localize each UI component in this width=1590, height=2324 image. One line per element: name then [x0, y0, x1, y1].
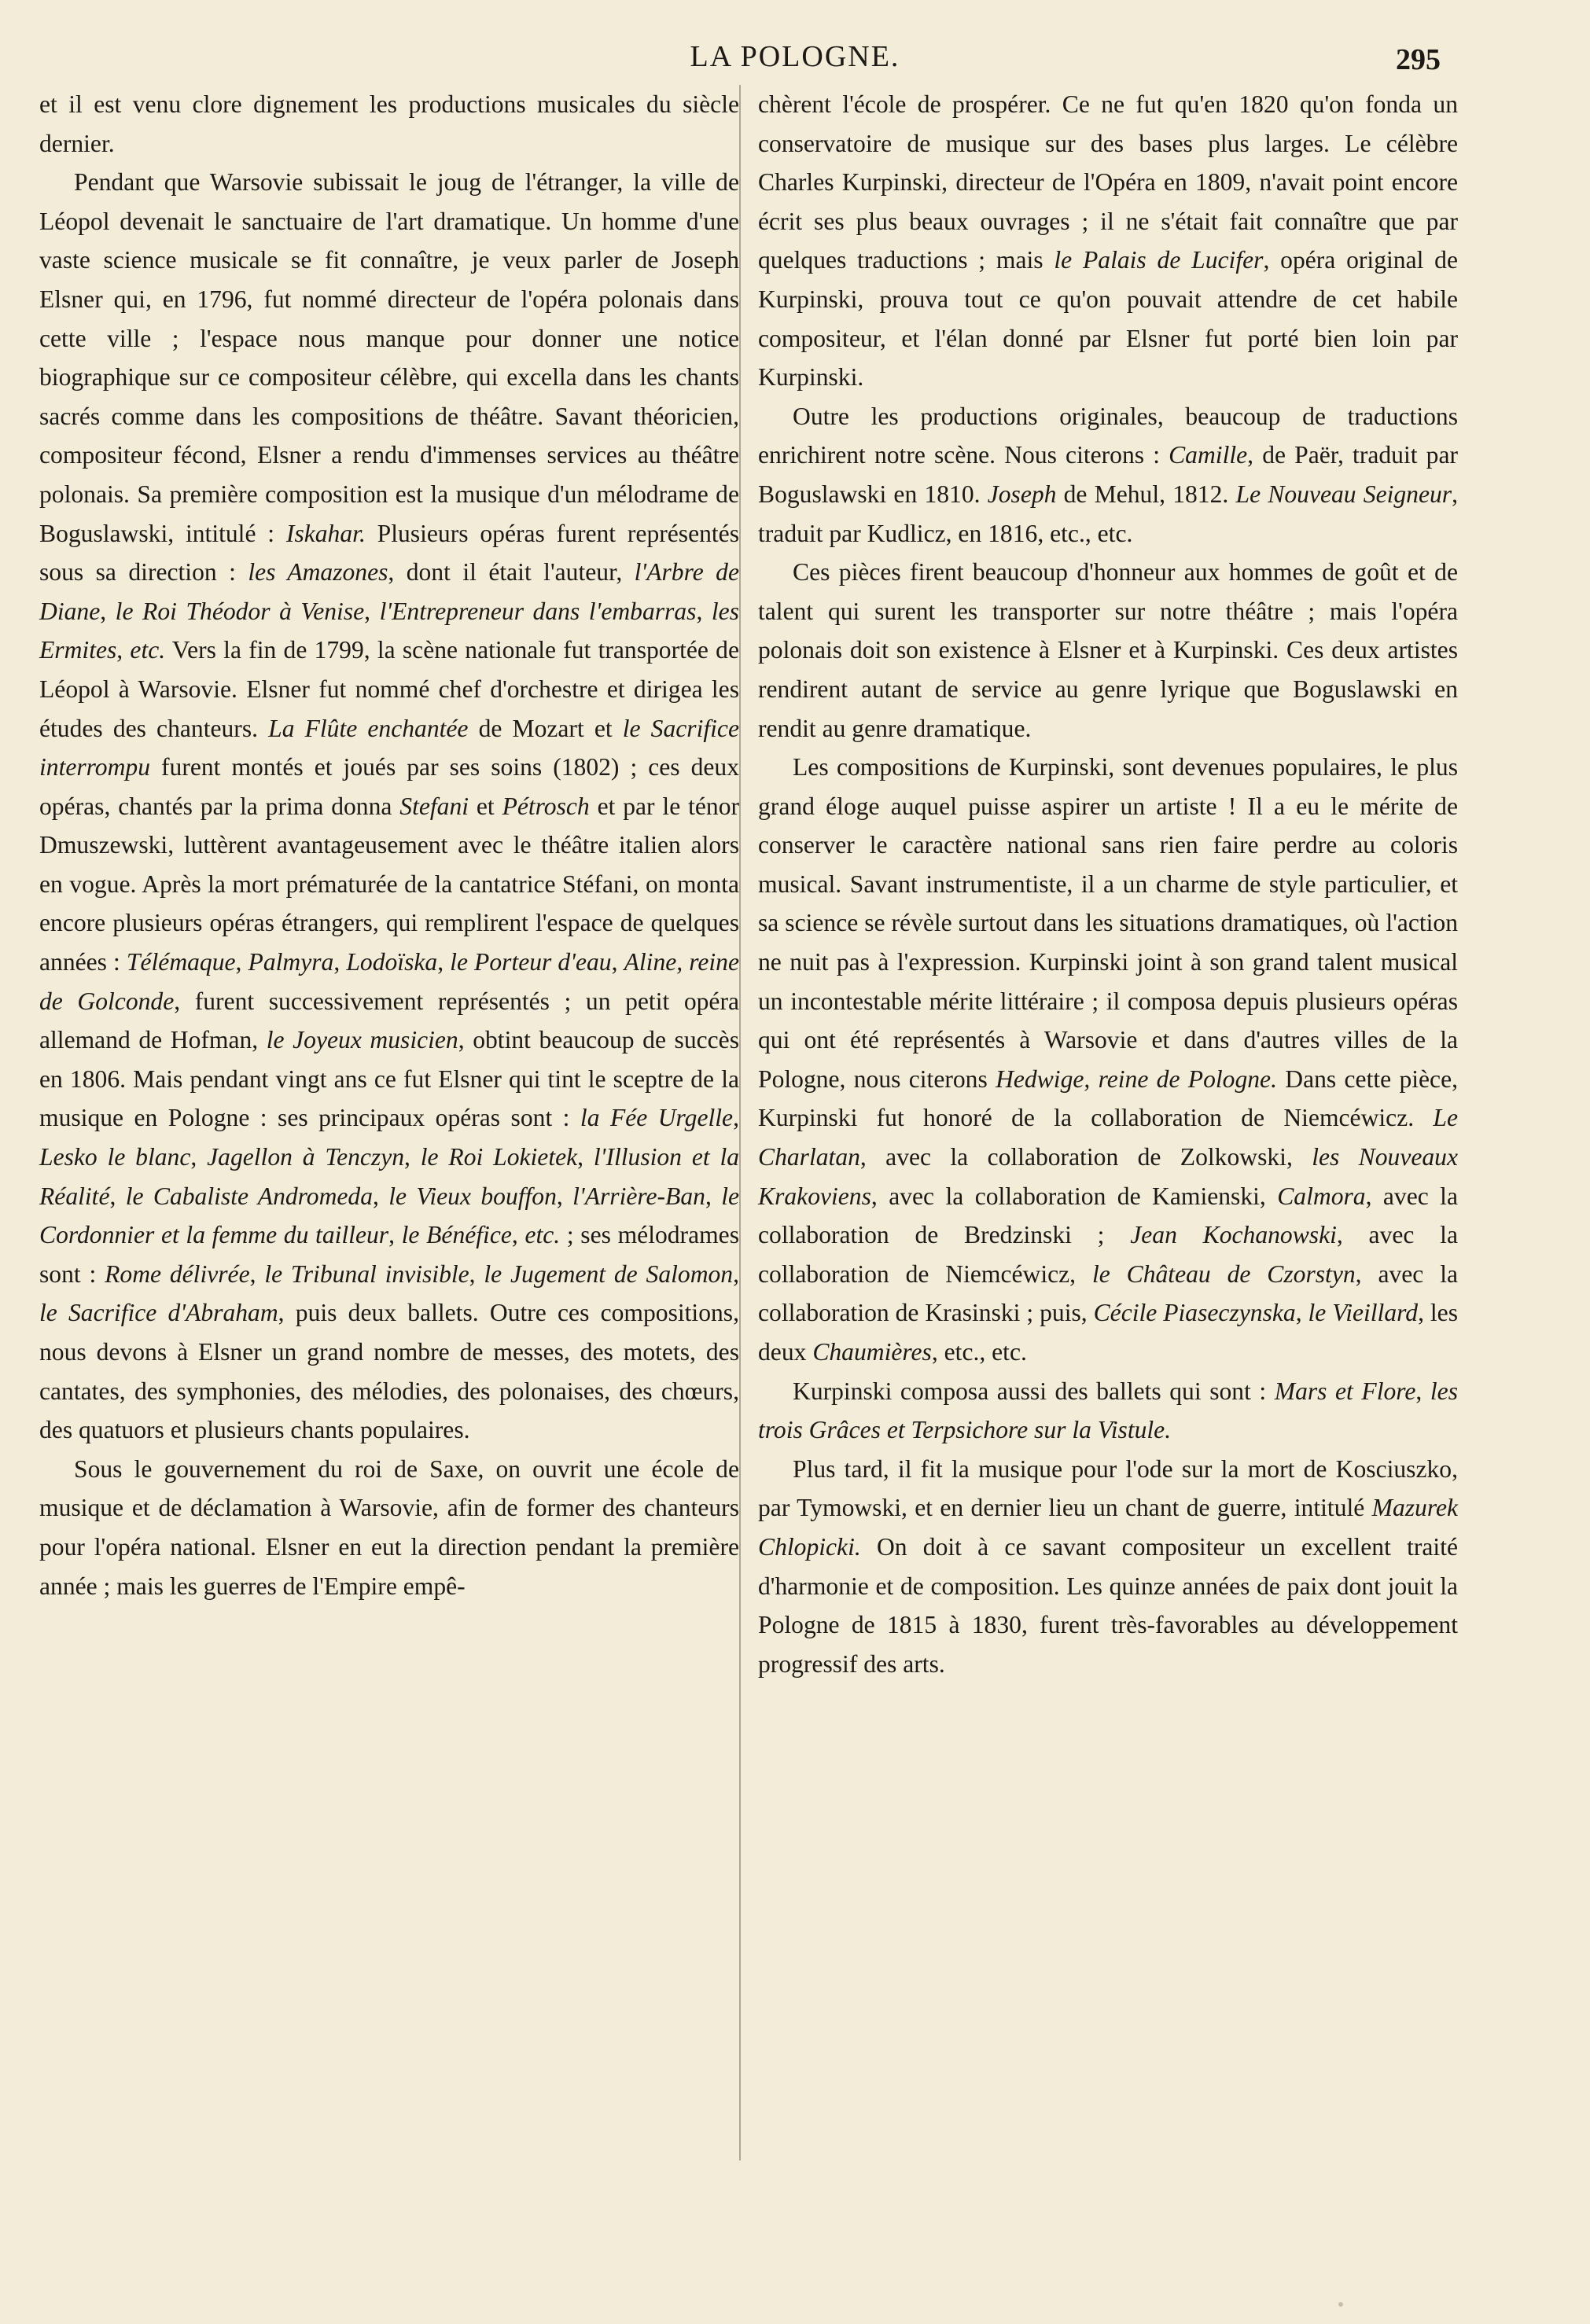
- italic-title: l'Arrière-Ban: [572, 1182, 705, 1210]
- paragraph: [758, 85, 1458, 397]
- text-run: ,: [705, 1182, 722, 1210]
- italic-title: La Flûte enchantée: [268, 714, 469, 742]
- italic-title: Joseph: [987, 480, 1057, 508]
- text-run: ,: [388, 1221, 402, 1249]
- column-divider: [739, 85, 741, 2160]
- text-run: , furent successivement représentés ; un petit opéra allemand de Hofman,: [39, 987, 739, 1054]
- text-run: chèrent l'école de prospérer. Ce ne fut qu'en 1820 qu'on fonda un conservatoire de musique sur des bases plus larges. Le célèbre Charles Kurpinski, directeur de l'Opéra en 1809, n'avait point encore écrit ses plus beaux ouvrages ; il ne s'était fait connaître que par quelques traductions ; mais: [758, 90, 1458, 274]
- italic-title: Jean Kochanowski: [1130, 1221, 1337, 1249]
- italic-title: Iskahar.: [285, 519, 366, 547]
- italic-title: Palmyra: [248, 948, 334, 976]
- italic-title: le Palais de Lucifer: [1054, 246, 1264, 274]
- italic-title: Le Charlatan: [758, 1104, 1458, 1171]
- italic-title: les Amazones: [248, 558, 388, 587]
- text-run: ,: [109, 1182, 126, 1210]
- italic-title: Stefani: [399, 792, 469, 820]
- italic-title: les Nouveaux Krakoviens: [758, 1143, 1459, 1210]
- paragraph: [758, 1450, 1458, 1684]
- italic-title: le Vieux bouffon: [388, 1182, 557, 1210]
- text-run: Kurpinski composa aussi des ballets qui sont :: [793, 1377, 1275, 1405]
- text-run: ; ses mélodrames sont :: [39, 1221, 739, 1288]
- italic-title: l'Entrepreneur dans l'embarras: [379, 597, 697, 625]
- italic-title: le Roi Lokietek: [420, 1143, 578, 1171]
- italic-title: le Vieillard: [1308, 1299, 1419, 1327]
- italic-title: etc.: [130, 636, 166, 664]
- italic-title: le Sacrifice interrompu: [39, 714, 739, 781]
- text-run: ,: [556, 1182, 573, 1210]
- italic-title: Lesko le blanc: [39, 1143, 191, 1171]
- italic-title: les Ermites: [39, 597, 740, 664]
- text-run: de Mehul, 1812.: [1056, 480, 1236, 508]
- italic-title: la Fée Urgelle: [580, 1104, 734, 1132]
- text-run: , opéra original de Kurpinski, prouva tout ce qu'on pouvait attendre de cet habile compositeur, et l'élan donné par Elsner fut porté bien loin par Kurpinski.: [758, 246, 1459, 392]
- italic-title: etc.: [524, 1221, 561, 1249]
- italic-title: Calmora: [1277, 1182, 1366, 1210]
- italic-title: Chaumières: [812, 1338, 932, 1366]
- paragraph: [758, 553, 1458, 748]
- text-run: ,: [235, 948, 248, 976]
- italic-title: Télémaque: [126, 948, 236, 976]
- text-run: Pendant que Warsovie subissait le joug de l'étranger, la ville de Léopol devenait le sanctuaire de l'art dramatique. Un homme d'une vaste science musicale se fit connaître, je veux parler de Joseph Elsner qui, en 1796, fut nommé directeur de l'opéra polonais dans cette ville ; l'espace nous manque pour donner une notice biographique sur ce compositeur célèbre, qui excella dans les chants sacrés comme dans les compositions de théâtre. Savant théoricien, compositeur fécond, Elsner a rendu d'immenses services au théâtre polonais. Sa première composition est la musique d'un mélodrame de Boguslawski, intitulé :: [39, 168, 739, 547]
- page-header: [0, 39, 1590, 79]
- text-run: et: [469, 792, 502, 820]
- text-run: , avec la collaboration de Krasinski ; puis,: [758, 1259, 1458, 1327]
- italic-title: le Bénéfice: [401, 1221, 512, 1249]
- text-run: ,: [100, 597, 116, 625]
- text-run: , obtint beaucoup de succès en 1806. Mais pendant vingt ans ce fut Elsner qui tint le sceptre de la musique en Pologne : ses principaux opéras sont :: [39, 1026, 740, 1132]
- text-run: Outre les productions originales, beaucoup de traductions enrichirent notre scène. Nous citerons :: [758, 402, 1458, 469]
- page-number: 295: [1396, 43, 1441, 76]
- italic-title: le Sacrifice d'Abraham: [39, 1299, 278, 1327]
- text-run: , de Paër, traduit par Boguslawski en 1810.: [758, 441, 1458, 508]
- text-run: ,: [373, 1182, 389, 1210]
- text-run: et il est venu clore dignement les productions musicales du siècle dernier.: [39, 90, 739, 157]
- text-run: ,: [249, 1259, 265, 1288]
- italic-title: l'Illusion et la Réalité: [39, 1143, 740, 1210]
- ink-speck: [1338, 2302, 1343, 2307]
- running-title: LA POLOGNE.: [690, 40, 900, 73]
- text-run: et par le ténor Dmuszewski, luttèrent avantageusement avec le théâtre italien alors en vogue. Après la mort prématurée de la cantatrice Stéfani, on monta encore plusieurs opéras étrangers, qui remplirent l'espace de quelques années :: [39, 792, 740, 976]
- italic-title: Rome délivrée: [105, 1259, 250, 1288]
- text-run: , dont il était l'auteur,: [388, 558, 635, 587]
- italic-title: le Roi Théodor à Venise: [115, 597, 365, 625]
- right-column: [758, 85, 1458, 1683]
- text-run: ,: [696, 597, 712, 625]
- paragraph: [39, 1450, 739, 1605]
- text-run: ,: [364, 597, 380, 625]
- italic-title: le Porteur d'eau: [450, 948, 612, 976]
- paragraph: [758, 397, 1458, 553]
- italic-title: le Tribunal invisible: [264, 1259, 469, 1288]
- text-run: Ces pièces firent beaucoup d'honneur aux hommes de goût et de talent qui surent les transporter sur notre théâtre ; mais l'opéra polonais doit son existence à Elsner et à Kurpinski. Ces deux artistes rendirent autant de service au genre lyrique que Boguslawski en rendit au genre dramatique.: [758, 558, 1458, 742]
- text-run: ,: [577, 1143, 594, 1171]
- text-run: Les compositions de Kurpinski, sont devenues populaires, le plus grand éloge auquel puisse aspirer un artiste ! Il a eu le mérite de conserver le caractère national sans rien faire perdre au coloris musical. Savant instrumentiste, il a un charme de style particulier, et sa science se révèle surtout dans les situations dramatiques, où l'action ne nuit pas à l'expression. Kurpinski joint à son grand talent musical un incontestable mérite littéraire ; il composa depuis plusieurs opéras qui ont été représentés à Warsovie et dans d'autres villes de la Pologne, nous citerons: [758, 753, 1458, 1093]
- paragraph: [758, 1372, 1458, 1450]
- paragraph: [39, 85, 739, 163]
- text-run: ,: [333, 948, 347, 976]
- text-run: , avec la collaboration de Kamienski,: [870, 1182, 1278, 1210]
- italic-title: Mars et Flore: [1274, 1377, 1416, 1405]
- italic-title: Mazurek Chlopicki.: [758, 1494, 1458, 1561]
- text-run: ,: [733, 1259, 740, 1288]
- text-run: ,: [733, 1104, 739, 1132]
- text-run: , avec la collaboration de Zolkowski,: [859, 1143, 1312, 1171]
- text-run: ,: [1295, 1299, 1308, 1327]
- text-run: Plusieurs opéras furent représentés sous sa direction :: [39, 519, 740, 587]
- text-run: On doit à ce savant compositeur un excellent traité d'harmonie et de composition. Les quinze années de paix dont jouit la Pologne de 1815 à 1830, furent très-favorables au développement progressif des arts.: [758, 1532, 1458, 1678]
- text-run: , puis deux ballets. Outre ces compositions, nous devons à Elsner un grand nombre de messes, des motets, des cantates, des symphonies, des mélodies, des polonaises, des chœurs, des quatuors et plusieurs chants populaires.: [39, 1299, 739, 1444]
- text-run: ,: [469, 1259, 484, 1288]
- italic-title: Camille: [1169, 441, 1248, 469]
- text-run: ,: [190, 1143, 208, 1171]
- text-run: , les deux: [758, 1299, 1458, 1366]
- text-run: ,: [611, 948, 624, 976]
- text-run: de Mozart et: [468, 714, 623, 742]
- italic-title: le Jugement de Salomon: [484, 1259, 734, 1288]
- italic-title: le Cabaliste Andromeda: [125, 1182, 374, 1210]
- text-run: furent montés et joués par ses soins (1802) ; ces deux opéras, chantés par la prima donna: [39, 753, 739, 820]
- text-run: , avec la collaboration de Niemcéwicz,: [758, 1221, 1458, 1288]
- italic-title: Cécile Piaseczynska: [1093, 1299, 1296, 1327]
- text-run: ,: [404, 1143, 421, 1171]
- paragraph: [758, 748, 1458, 1372]
- italic-title: Lodoïska: [346, 948, 438, 976]
- text-run: ,: [1415, 1377, 1430, 1405]
- italic-title: le Cordonnier et la femme du tailleur: [39, 1182, 740, 1249]
- italic-title: Jagellon à Tenczyn: [207, 1143, 405, 1171]
- text-run: Sous le gouvernement du roi de Saxe, on ouvrit une école de musique et de déclamation à Warsovie, afin de former des chanteurs pour l'opéra national. Elsner en eut la direction pendant la première année ; mais les guerres de l'Empire empê-: [39, 1454, 739, 1600]
- text-run: , avec la collaboration de Bredzinski ;: [758, 1182, 1458, 1249]
- text-run: , traduit par Kudlicz, en 1816, etc., etc.: [758, 480, 1458, 547]
- text-run: , etc., etc.: [931, 1338, 1027, 1366]
- italic-title: Aline, reine de Golconde: [39, 948, 739, 1015]
- left-column: [39, 85, 739, 1605]
- italic-title: les trois Grâces et Terpsichore sur la Vistule.: [758, 1377, 1458, 1444]
- italic-title: le Château de Czorstyn: [1091, 1259, 1356, 1288]
- italic-title: le Joyeux musicien: [266, 1026, 458, 1054]
- italic-title: Le Nouveau Seigneur: [1235, 480, 1452, 508]
- text-run: ,: [511, 1221, 525, 1249]
- text-run: Plus tard, il fit la musique pour l'ode sur la mort de Kosciuszko, par Tymowski, et en dernier lieu un chant de guerre, intitulé: [758, 1454, 1458, 1522]
- italic-title: Pétrosch: [502, 792, 590, 820]
- paragraph: [39, 163, 739, 1450]
- italic-title: Hedwige, reine de Pologne.: [996, 1065, 1277, 1093]
- text-run: ,: [437, 948, 451, 976]
- text-run: Dans cette pièce, Kurpinski fut honoré de la collaboration de Niemcéwicz.: [758, 1065, 1459, 1132]
- text-run: ,: [116, 636, 131, 664]
- text-run: Vers la fin de 1799, la scène nationale fut transportée de Léopol à Warsovie. Elsner fut nommé chef d'orchestre et dirigea les études des chanteurs.: [39, 636, 739, 742]
- italic-title: l'Arbre de Diane: [39, 558, 739, 625]
